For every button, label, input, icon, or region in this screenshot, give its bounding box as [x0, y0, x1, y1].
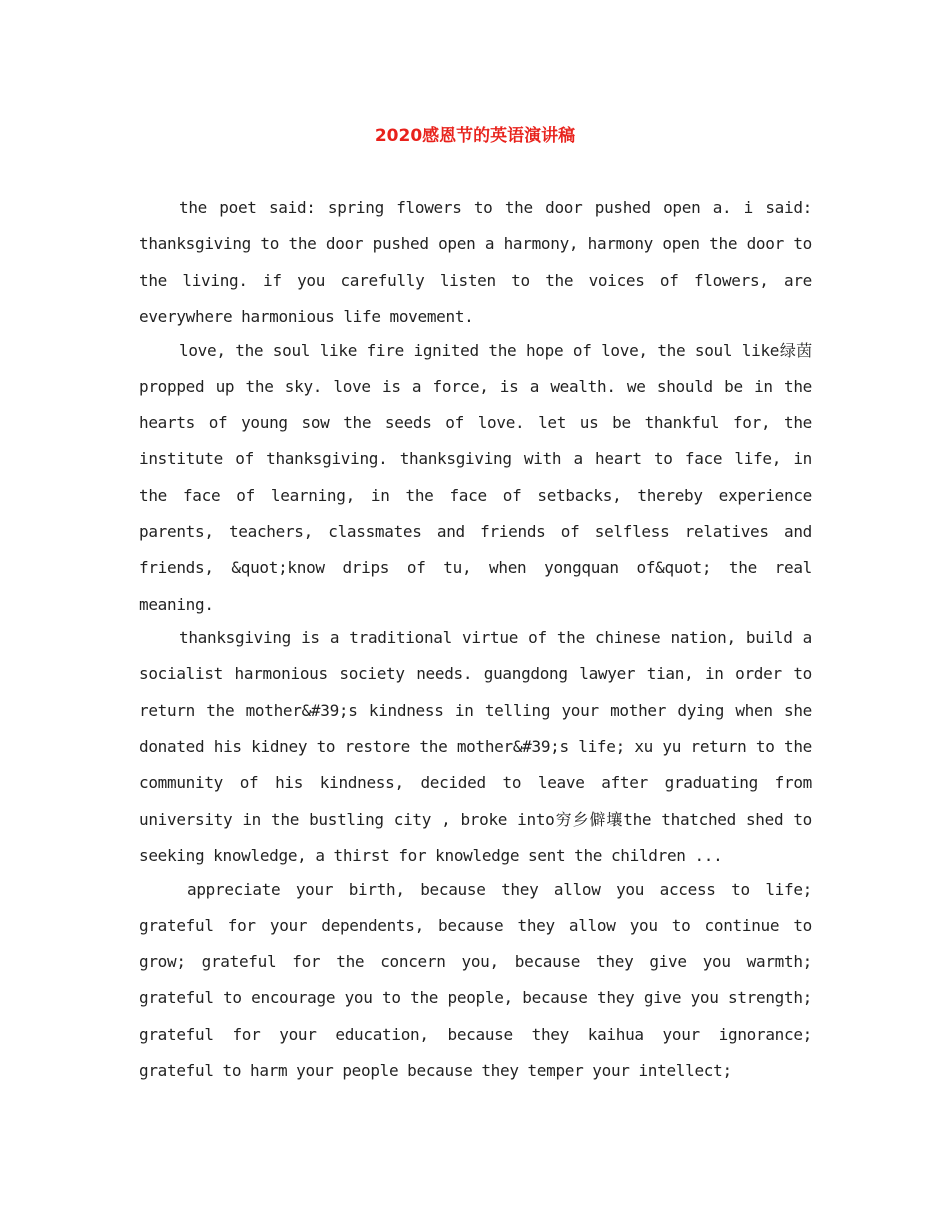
document-body: [139, 190, 812, 1087]
document-title: 2020感恩节的英语演讲稿: [374, 126, 576, 146]
paragraph-4: appreciate your birth, because they allow you access to life; grateful for your dependents, because they allow you to continue to grow; grateful for the concern you, because they give you warmth; grateful to encourage you to the people, because they give you strength; grateful for your education, because they kaihua your ignorance; grateful to harm your people because they temper your intellect;: [139, 879, 812, 1081]
paragraph-1: the poet said: spring flowers to the door pushed open a. i said: thanksgiving to the door pushed open a harmony, harmony open the door to the living. if you carefully listen to the voices of flowers, are everywhere harmonious life movement.: [139, 198, 812, 326]
paragraph-2: love, the soul like fire ignited the hope of love, the soul like绿茵propped up the sky. love is a force, is a wealth. we should be in the hearts of young sow the seeds of love. let us be thankful for, the institute of thanksgiving. thanksgiving with a heart to face life, in the face of learning, in the face of setbacks, thereby experience parents, teachers, classmates and friends of selfless relatives and friends, &quot;know drips of tu, when yongquan of&quot; the real meaning.: [139, 340, 812, 614]
paragraph-3: thanksgiving is a traditional virtue of the chinese nation, build a socialist harmonious society needs. guangdong lawyer tian, in order to return the mother&#39;s kindness in telling your mother dying when she donated his kidney to restore the mother&#39;s life; xu yu return to the community of his kindness, decided to leave after graduating from university in the bustling city , broke into穷乡僻壤the thatched shed to seeking knowledge, a thirst for knowledge sent the children ...: [139, 628, 812, 865]
